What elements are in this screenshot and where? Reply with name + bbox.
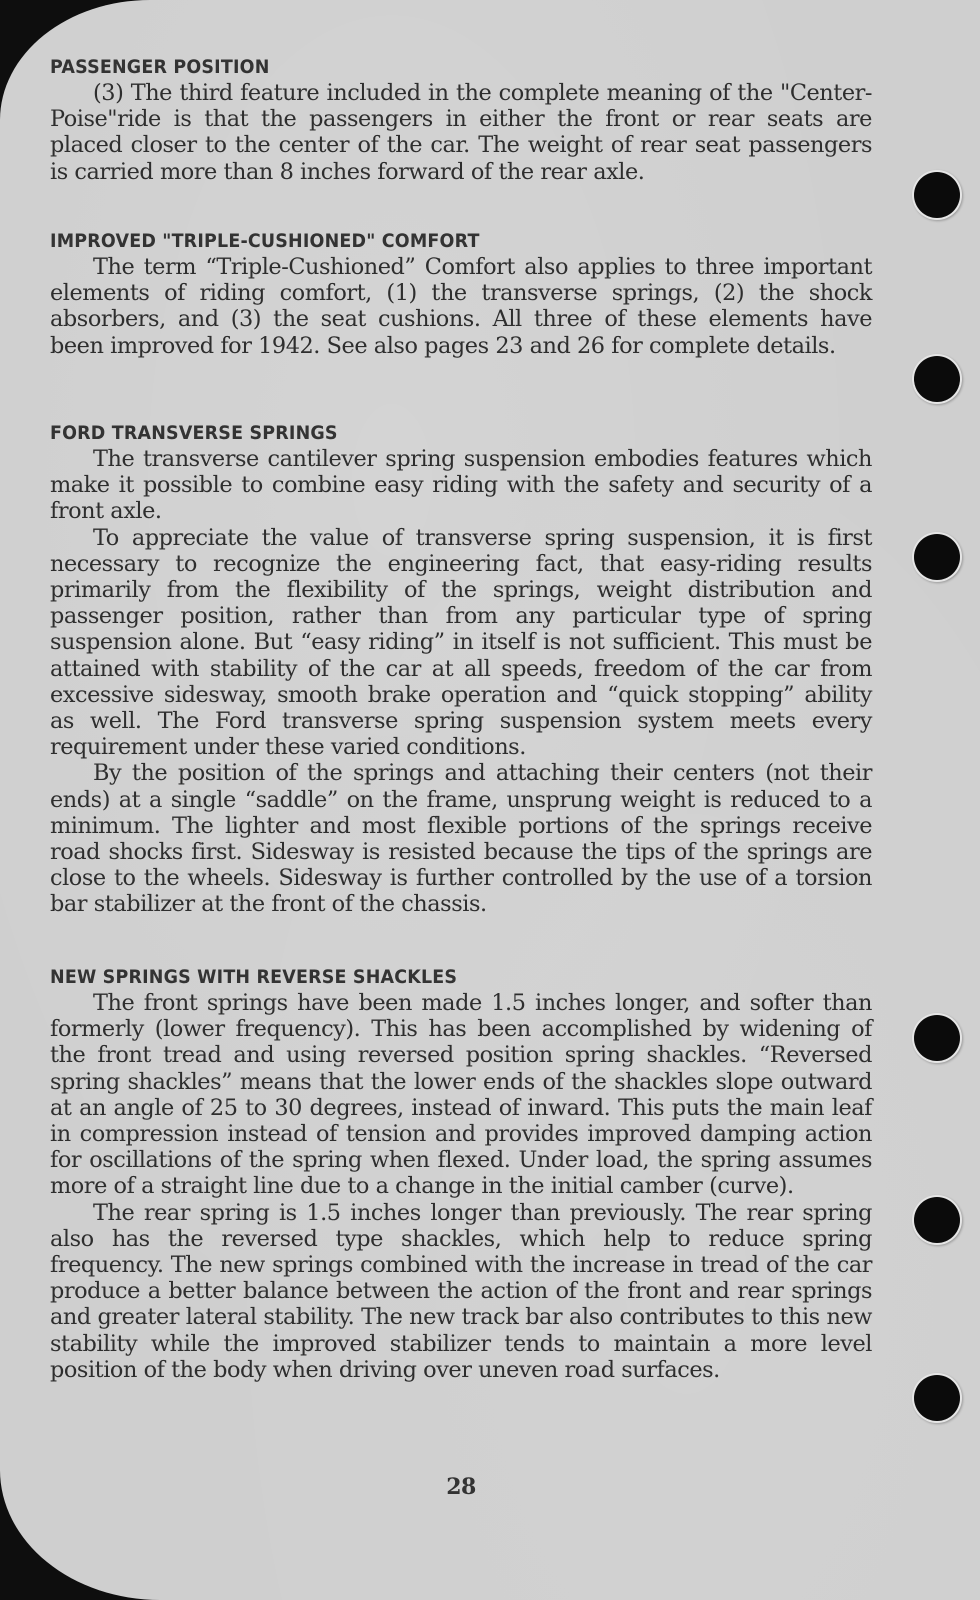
paragraph: The rear spring is 1.5 inches longer than previously. The rear spring also has the reversed type shackles, which help to reduce spring frequency. The new springs combined with the increase in tread of the car produce a better balance between the action of the front and rear springs and greater lateral stability. The new track bar also contributes to this new stability while the improved stabilizer tends to maintain a more level position of the body when driving over uneven road surfaces. (50, 1199, 872, 1383)
section-passenger-position (50, 54, 872, 185)
paragraph: By the position of the springs and attaching their centers (not their ends) at a single “saddle” on the frame, unsprung weight is reduced to a minimum. The lighter and most flexible portions of the springs receive road shocks first. Sidesway is resisted because the tips of the springs are close to the wheels. Sidesway is further controlled by the use of a torsion bar stabilizer at the front of the chassis. (50, 760, 872, 918)
binder-hole-icon (914, 356, 960, 402)
binder-hole-icon (914, 534, 960, 580)
section-triple-cushioned-comfort (50, 228, 872, 359)
paragraph: (3) The third feature included in the complete meaning of the "Center-Poise"ride is that the passengers in either the front or rear seats are placed closer to the center of the car. The weight of rear seat passengers is carried more than 8 inches forward of the rear axle. (50, 80, 872, 185)
binder-hole-icon (914, 1197, 960, 1243)
section-ford-transverse-springs (50, 420, 872, 918)
page-number: 28 (446, 1474, 476, 1500)
section-heading: PASSENGER POSITION (50, 56, 270, 78)
section-heading: FORD TRANSVERSE SPRINGS (50, 422, 338, 444)
paragraph: The front springs have been made 1.5 inches longer, and softer than formerly (lower frequency). This has been accomplished by widening of the front tread and using reversed position spring shackles. “Reversed spring shackles” means that the lower ends of the shackles slope outward at an angle of 25 to 30 degrees, instead of inward. This puts the main leaf in compression instead of tension and provides improved damping action for oscillations of the spring when flexed. Under load, the spring assumes more of a straight line due to a change in the initial camber (curve). (50, 990, 872, 1200)
section-heading: IMPROVED "TRIPLE-CUSHIONED" COMFORT (50, 230, 480, 252)
paragraph: To appreciate the value of transverse spring suspension, it is first necessary to recognize the engineering fact, that easy-riding results primarily from the flexibility of the springs, weight distribution and passenger position, rather than from any particular type of spring suspension alone. But “easy riding” in itself is not sufficient. This must be attained with stability of the car at all speeds, freedom of the car from excessive sidesway, smooth brake operation and “quick stopping” ability as well. The Ford transverse spring suspension system meets every requirement under these varied conditions. (50, 524, 872, 761)
section-heading: NEW SPRINGS WITH REVERSE SHACKLES (50, 966, 458, 988)
binder-hole-icon (914, 1015, 960, 1061)
binder-hole-icon (914, 172, 960, 218)
binder-hole-icon (914, 1375, 960, 1421)
section-new-springs-reverse-shackles (50, 964, 872, 1383)
paragraph: The term “Triple-Cushioned” Comfort also applies to three important elements of riding comfort, (1) the transverse springs, (2) the shock absorbers, and (3) the seat cushions. All three of these elements have been improved for 1942. See also pages 23 and 26 for complete details. (50, 254, 872, 359)
paragraph: The transverse cantilever spring suspension embodies features which make it possible to combine easy riding with the safety and security of a front axle. (50, 446, 872, 525)
